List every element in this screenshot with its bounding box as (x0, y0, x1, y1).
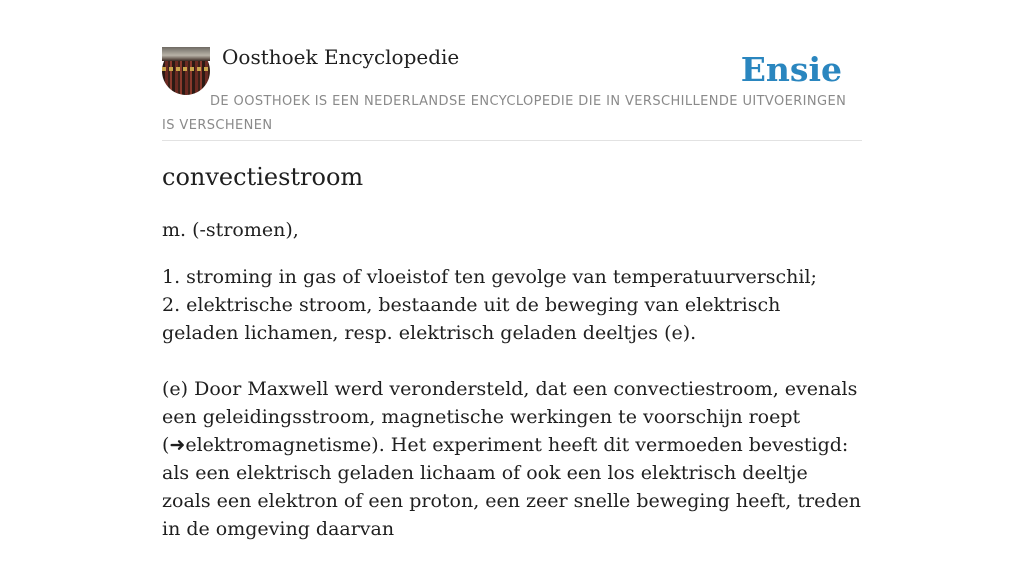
paragraph-spacer (162, 347, 862, 375)
definition-item: 1. stroming in gas of vloeistof ten gevolge van temperatuurverschil; (162, 266, 817, 288)
entry-grammar: m. (-stromen), (162, 219, 299, 241)
site-name[interactable]: Oosthoek Encyclopedie (222, 45, 460, 69)
site-header (162, 0, 862, 141)
entry-title: convectiestroom (162, 163, 364, 191)
entry-explanation: (e) Door Maxwell werd verondersteld, dat een convectiestroom, evenals een geleidingsstroom, magnetische werkingen te voorschijn roept (➜elektromagnetisme). Het experiment heeft dit vermoeden bevestigd: als een elektrisch geladen lichaam of ook een los elektrisch deeltje zoals een elektron of een proton, een zeer snelle beweging heeft, treden in de omgeving daarvan (162, 378, 861, 540)
entry-body (162, 216, 862, 562)
site-tagline: DE OOSTHOEK IS EEN NEDERLANDSE ENCYCLOPEDIE DIE IN VERSCHILLENDE UITVOERINGEN IS VERSCHENEN (162, 94, 847, 133)
entry-definitions (162, 263, 862, 347)
definition-item: 2. elektrische stroom, bestaande uit de beweging van elektrisch geladen lichamen, resp. elektrisch geladen deeltjes (e). (162, 294, 781, 344)
ensie-logo[interactable]: Ensie (740, 50, 842, 89)
encyclopedia-books-avatar[interactable] (162, 47, 210, 95)
page-content (162, 0, 862, 540)
